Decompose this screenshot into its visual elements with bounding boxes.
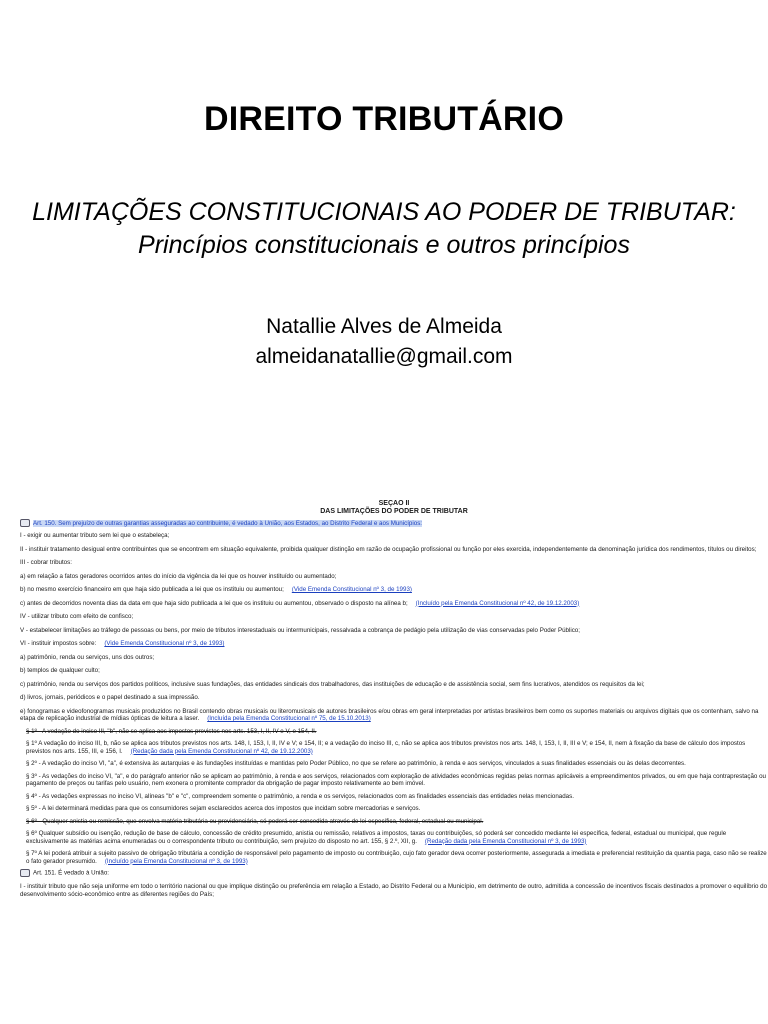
paragraph: § 3º - As vedações do inciso VI, "a", e do parágrafo anterior não se aplicam ao patrimônio, à renda e aos serviços, relacionados com exploração de atividades econômicas regidas pelas normas aplicáveis a empreendimentos privados, ou em que haja contraprestação ou pagamento de preços ou tarifas pelo usuário, nem exonera o promitente comprador da obrigação de pagar imposto relativamente ao bem imóvel. xyxy=(26,772,766,788)
paragraph: a) em relação a fatos geradores ocorridos antes do início da vigência da lei que os houver instituído ou aumentado; xyxy=(20,572,337,580)
reference-link[interactable]: (Vide Emenda Constitucional nº 3, de 1993) xyxy=(104,640,225,648)
paragraph xyxy=(20,708,768,723)
paragraph-text: VI - instituir impostos sobre: xyxy=(20,640,97,648)
paragraph: § 5º - A lei determinará medidas para que os consumidores sejam esclarecidos acerca dos impostos que incidam sobre mercadorias e serviços. xyxy=(26,805,421,813)
paragraph xyxy=(20,640,768,648)
paragraph: I - instituir tributo que não seja uniforme em todo o território nacional ou que implique distinção ou preferência em relação a Estado, ao Distrito Federal ou a Município, em detrimento de outro, admitida a concessão de incentivos fiscais destinados a promover o equilíbrio do desenvolvimento sócio-econômico entre as diferentes regiões do País; xyxy=(20,883,768,898)
paragraph-text: § 7º A lei poderá atribuir a sujeito passivo de obrigação tributária a condição de responsável pelo pagamento de imposto ou contribuição, cujo fato gerador deva ocorrer posteriormente, assegurada a imediata e preferencial restituição da quantia paga, caso não se realize o fato gerador presumido. xyxy=(26,850,767,865)
paragraph-text: c) antes de decorridos noventa dias da data em que haja sido publicada a lei que os instituiu ou aumentou, observado o disposto na alínea b; xyxy=(20,599,408,607)
reference-link[interactable]: (Vide Emenda Constitucional nº 3, de 1993) xyxy=(291,586,412,594)
revoked-paragraph: § 6º - Qualquer anistia ou remissão, que envolva matéria tributária ou previdenciária, só poderá ser concedida através de lei específica, federal, estadual ou municipal. xyxy=(26,817,484,825)
paragraph: d) livros, jornais, periódicos e o papel destinado a sua impressão. xyxy=(20,694,200,702)
revoked-paragraph: § 1º - A vedação do inciso III, "b", não se aplica aos impostos previstos nos arts. 153, I, II, IV e V, e 154, II. xyxy=(26,727,317,735)
subtitle-line-2: Princípios constitucionais e outros princípios xyxy=(138,231,630,259)
paragraph xyxy=(20,600,768,608)
paragraph: § 2º - A vedação do inciso VI, "a", é extensiva às autarquias e às fundações instituídas e mantidas pelo Poder Público, no que se refere ao patrimônio, à renda e aos serviços, vinculados a suas finalidades essenciais ou às delas decorrentes. xyxy=(26,760,686,768)
article-icon xyxy=(20,869,30,877)
author-block xyxy=(0,312,768,372)
article-151-text: Art. 151. É vedado à União: xyxy=(33,869,110,877)
reference-link[interactable]: (Redação dada pela Emenda Constitucional nº 42, de 19.12.2003) xyxy=(130,747,313,755)
paragraph xyxy=(20,586,768,594)
paragraph-text: § 1º A vedação do inciso III, b, não se aplica aos tributos previstos nos arts. 148, I, 153, I, II, IV e V; e 154, II; e a vedação do inciso III, c, não se aplica aos tributos previstos nos arts. 148, I, 153, I, II, III e V; e 154, II, nem à fixação da base de cálculo dos impostos previstos nos arts. 155, III, e 156, I. xyxy=(26,740,746,755)
reference-link[interactable]: (Incluída pela Emenda Constitucional nº 75, de 15.10.2013) xyxy=(207,715,371,723)
author-email: almeidanatallie@gmail.com xyxy=(255,345,513,368)
paragraph xyxy=(20,850,768,865)
reference-link[interactable]: (Incluído pela Emenda Constitucional nº 42, de 19.12.2003) xyxy=(415,599,580,607)
paragraph: § 4º - As vedações expressas no inciso VI, alíneas "b" e "c", compreendem somente o patrimônio, a renda e os serviços, relacionados com as finalidades essenciais das entidades nelas mencionadas. xyxy=(26,792,574,800)
paragraph: IV - utilizar tributo com efeito de confisco; xyxy=(20,613,134,621)
paragraph: a) patrimônio, renda ou serviços, uns dos outros; xyxy=(20,653,155,661)
section-number: SEÇÃO II xyxy=(378,500,410,507)
paragraph-text: § 6º Qualquer subsídio ou isenção, redução de base de cálculo, concessão de crédito presumido, anistia ou remissão, relativos a impostos, taxas ou contribuições, só poderá ser concedido mediante lei específica, federal, estadual ou municipal, que regule exclusivamente as matérias acima enumeradas ou o correspondente tributo ou contribuição, sem prejuízo do disposto no art. 155, § 2.º, XII, g. xyxy=(26,830,727,845)
paragraph: II - instituir tratamento desigual entre contribuintes que se encontrem em situação equivalente, proibida qualquer distinção em razão de ocupação profissional ou função por eles exercida, independentemente da denominação jurídica dos rendimentos, títulos ou direitos; xyxy=(20,545,757,553)
article-icon xyxy=(20,519,30,527)
title-slide xyxy=(0,0,768,490)
paragraph-text: e) fonogramas e videofonogramas musicais produzidos no Brasil contendo obras musicais ou literomusicais de autores brasileiros e/ou obras em geral interpretadas por artistas brasileiros bem como os suportes materiais ou arquivos digitais que os contenham, salvo na etapa de replicação industrial de mídias ópticas de leitura a laser. xyxy=(20,707,759,723)
paragraph: V - estabelecer limitações ao tráfego de pessoas ou bens, por meio de tributos interestaduais ou intermunicipais, ressalvada a cobrança de pedágio pela utilização de vias conservadas pelo Poder Público; xyxy=(20,626,580,634)
paragraph xyxy=(20,830,768,845)
paragraph: c) patrimônio, renda ou serviços dos partidos políticos, inclusive suas fundações, das entidades sindicais dos trabalhadores, das instituições de educação e de assistência social, sem fins lucrativos, atendidos os requisitos da lei; xyxy=(20,680,645,688)
slide-subtitle xyxy=(0,196,768,262)
article-150-text[interactable]: Art. 150. Sem prejuízo de outras garantias asseguradas ao contribuinte, é vedado à União, aos Estados, ao Distrito Federal e aos Municípios: xyxy=(33,519,423,527)
slide-title: DIREITO TRIBUTÁRIO xyxy=(204,100,564,138)
paragraph: I - exigir ou aumentar tributo sem lei que o estabeleça; xyxy=(20,532,170,540)
paragraph-text: b) no mesmo exercício financeiro em que haja sido publicada a lei que os instituiu ou aumentou; xyxy=(20,586,284,594)
paragraph: III - cobrar tributos: xyxy=(20,559,72,567)
section-title: DAS LIMITAÇÕES DO PODER DE TRIBUTAR xyxy=(320,508,468,515)
article-151 xyxy=(20,869,768,877)
reference-link[interactable]: (Redação dada pela Emenda Constitucional nº 3, de 1993) xyxy=(424,837,587,845)
author-name: Natallie Alves de Almeida xyxy=(266,315,502,338)
paragraph xyxy=(20,740,768,755)
article-150 xyxy=(20,519,768,527)
paragraph: b) templos de qualquer culto; xyxy=(20,667,100,675)
legal-document xyxy=(20,500,768,960)
reference-link[interactable]: (Incluído pela Emenda Constitucional nº 3, de 1993) xyxy=(104,857,248,865)
subtitle-line-1: LIMITAÇÕES CONSTITUCIONAIS AO PODER DE TRIBUTAR: xyxy=(32,198,736,226)
